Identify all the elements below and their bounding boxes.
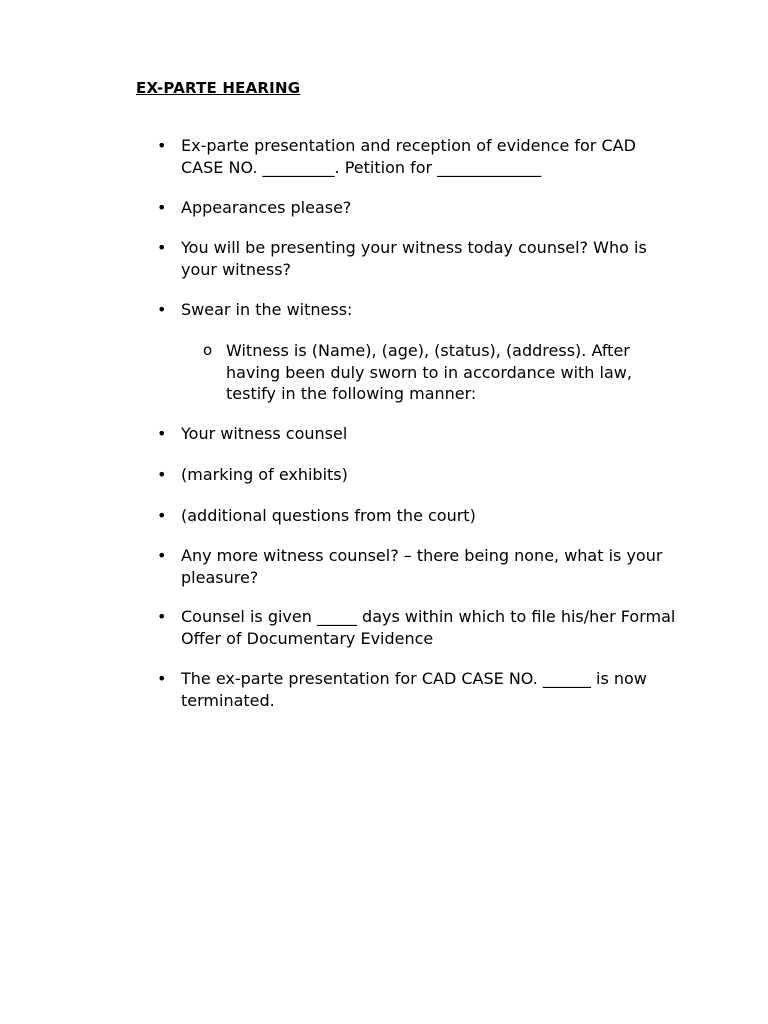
list-item-text: Swear in the witness: <box>181 300 353 319</box>
list-item <box>157 545 681 588</box>
list-item <box>157 423 681 445</box>
sub-list-item <box>203 340 681 405</box>
bullet-icon: • <box>157 136 167 155</box>
bullet-icon: • <box>157 607 167 626</box>
list-item <box>157 299 681 321</box>
list-item-text: You will be presenting your witness today counsel? Who is your witness? <box>181 238 647 279</box>
document-title: EX-PARTE HEARING <box>136 79 301 97</box>
list-item <box>157 464 681 486</box>
list-item <box>157 668 681 711</box>
list-item-text: Counsel is given _____ days within which to file his/her Formal Offer of Documentary Evidence <box>181 607 676 648</box>
list-item <box>157 505 681 527</box>
bullet-icon: • <box>157 669 167 688</box>
bullet-icon: • <box>157 465 167 484</box>
bullet-icon: • <box>157 546 167 565</box>
list-item-text: (marking of exhibits) <box>181 465 348 484</box>
bullet-icon: • <box>157 506 167 525</box>
sub-bullet-icon: o <box>203 341 213 359</box>
bullet-icon: • <box>157 238 167 257</box>
list-item-text: The ex-parte presentation for CAD CASE NO. ______ is now terminated. <box>181 669 647 710</box>
list-item-text: (additional questions from the court) <box>181 506 476 525</box>
list-item-text: Any more witness counsel? – there being none, what is your pleasure? <box>181 546 663 587</box>
sub-list-item-text: Witness is (Name), (age), (status), (address). After having been duly sworn to in accordance with law, testify in the following manner: <box>226 341 632 403</box>
list-item-text: Appearances please? <box>181 198 352 217</box>
list-item <box>157 606 681 649</box>
list-item-text: Your witness counsel <box>181 424 348 443</box>
list-item <box>157 197 681 219</box>
bullet-icon: • <box>157 300 167 319</box>
list-item <box>157 237 681 280</box>
bullet-icon: • <box>157 198 167 217</box>
list-item <box>157 135 681 178</box>
bullet-icon: • <box>157 424 167 443</box>
list-item-text: Ex-parte presentation and reception of evidence for CAD CASE NO. _________. Petition for _____________ <box>181 136 636 177</box>
